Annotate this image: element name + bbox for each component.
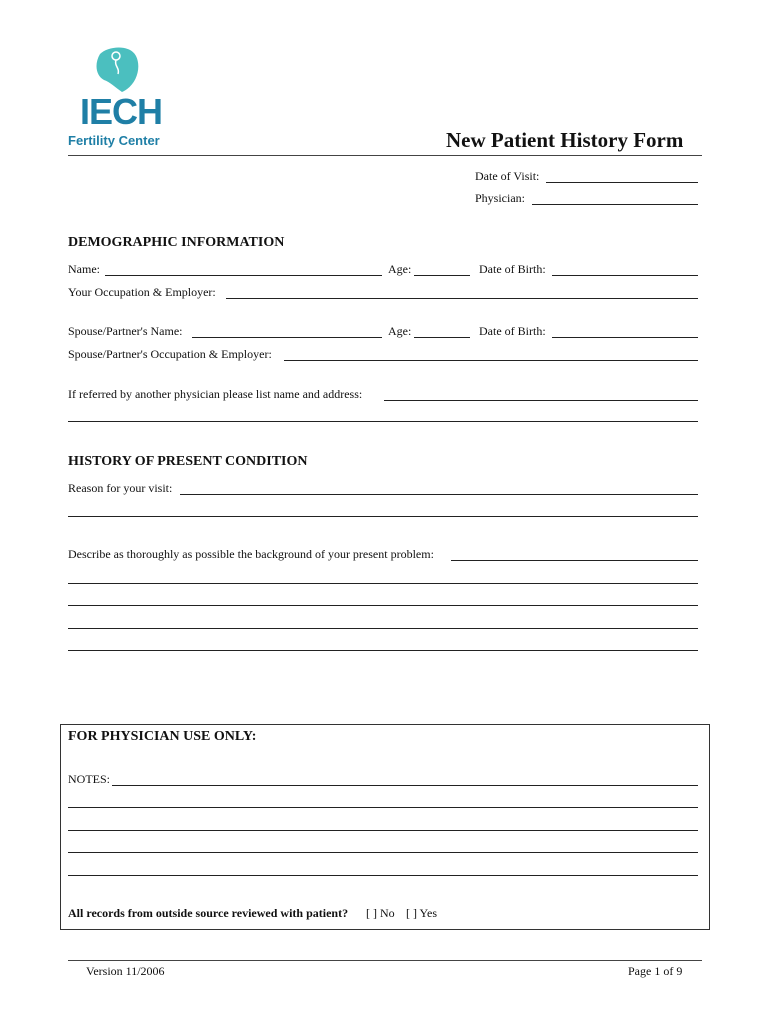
page-number: Page 1 of 9 <box>628 964 683 978</box>
footer-divider <box>68 960 702 961</box>
spouse-name-label: Spouse/Partner's Name: <box>68 324 183 338</box>
spouse-occupation-field[interactable] <box>284 360 698 361</box>
occupation-label: Your Occupation & Employer: <box>68 285 216 299</box>
version-label: Version 11/2006 <box>86 964 165 978</box>
records-no-checkbox[interactable]: [ ] No <box>366 906 395 920</box>
referred-field[interactable] <box>384 400 698 401</box>
spouse-occupation-label: Spouse/Partner's Occupation & Employer: <box>68 347 272 361</box>
name-field[interactable] <box>105 275 382 276</box>
notes-label: NOTES: <box>68 772 110 786</box>
spouse-dob-label: Date of Birth: <box>479 324 546 338</box>
describe-field[interactable] <box>451 560 698 561</box>
dob-field[interactable] <box>552 275 698 276</box>
date-of-visit-label: Date of Visit: <box>475 169 540 183</box>
date-of-visit-field[interactable] <box>546 182 698 183</box>
notes-field-line-4[interactable] <box>68 852 698 853</box>
spouse-name-field[interactable] <box>192 337 382 338</box>
reason-field-line-2[interactable] <box>68 516 698 517</box>
describe-field-line-5[interactable] <box>68 650 698 651</box>
demographic-heading: DEMOGRAPHIC INFORMATION <box>68 235 285 250</box>
reason-field[interactable] <box>180 494 698 495</box>
describe-field-line-2[interactable] <box>68 583 698 584</box>
physician-field[interactable] <box>532 204 698 205</box>
logo-name: IECH <box>80 91 163 132</box>
records-yes-checkbox[interactable]: [ ] Yes <box>406 906 438 920</box>
physician-label: Physician: <box>475 191 525 205</box>
occupation-field[interactable] <box>226 298 698 299</box>
age-label: Age: <box>388 262 412 276</box>
referred-field-line-2[interactable] <box>68 421 698 422</box>
notes-field[interactable] <box>112 785 698 786</box>
physician-use-box <box>60 724 710 930</box>
name-label: Name: <box>68 262 100 276</box>
history-heading: HISTORY OF PRESENT CONDITION <box>68 454 308 469</box>
referred-label: If referred by another physician please list name and address: <box>68 387 363 401</box>
describe-field-line-4[interactable] <box>68 628 698 629</box>
spouse-dob-field[interactable] <box>552 337 698 338</box>
logo-subtitle: Fertility Center <box>68 133 160 148</box>
spouse-age-field[interactable] <box>414 337 470 338</box>
dob-label: Date of Birth: <box>479 262 546 276</box>
spouse-age-label: Age: <box>388 324 412 338</box>
describe-label: Describe as thoroughly as possible the background of your present problem: <box>68 547 434 561</box>
records-question: All records from outside source reviewed with patient? <box>68 906 349 920</box>
physician-use-heading: FOR PHYSICIAN USE ONLY: <box>68 729 257 744</box>
form-title: New Patient History Form <box>446 128 684 152</box>
age-field[interactable] <box>414 275 470 276</box>
title-divider <box>68 155 702 156</box>
notes-field-line-5[interactable] <box>68 875 698 876</box>
reason-label: Reason for your visit: <box>68 481 173 495</box>
notes-field-line-2[interactable] <box>68 807 698 808</box>
describe-field-line-3[interactable] <box>68 605 698 606</box>
notes-field-line-3[interactable] <box>68 830 698 831</box>
